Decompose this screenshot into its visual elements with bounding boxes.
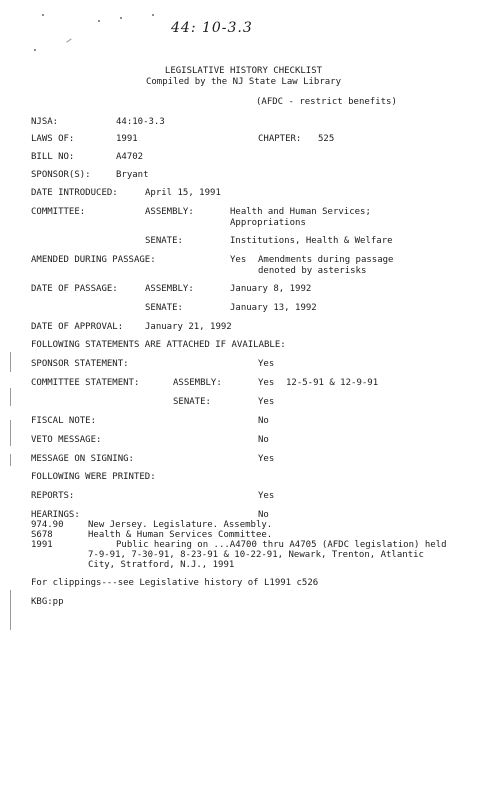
document-title: LEGISLATIVE HISTORY CHECKLIST bbox=[164, 66, 323, 76]
chapter-value: 525 bbox=[318, 134, 335, 144]
hearing-citation: Public hearing on ...A4700 thru A4705 (AFDC legislation) held bbox=[116, 540, 447, 550]
amended-note: Amendments during passage bbox=[258, 255, 394, 265]
fiscal-note-label: FISCAL NOTE: bbox=[31, 416, 97, 426]
preparer-initials: KBG:pp bbox=[31, 597, 64, 607]
committee-statement-label: COMMITTEE STATEMENT: bbox=[31, 378, 140, 388]
veto-message-value: No bbox=[258, 435, 269, 445]
call-number: S678 bbox=[31, 530, 53, 540]
committee-statement-dates: 12-5-91 & 12-9-91 bbox=[286, 378, 379, 388]
handwritten-statute-number: 44: 10-3.3 bbox=[171, 20, 253, 36]
date-introduced-label: DATE INTRODUCED: bbox=[31, 188, 118, 198]
scan-speck bbox=[152, 14, 154, 16]
bill-description: (AFDC - restrict benefits) bbox=[256, 97, 397, 107]
clippings-note: For clippings---see Legislative history of L1991 c526 bbox=[31, 578, 319, 588]
committee-assembly-value-cont: Appropriations bbox=[230, 218, 306, 228]
sponsor-value: Bryant bbox=[116, 170, 149, 180]
amended-note-cont: denoted by asterisks bbox=[258, 266, 367, 276]
document-subtitle: Compiled by the NJ State Law Library bbox=[145, 77, 342, 87]
scan-speck bbox=[34, 49, 36, 51]
committee-assembly-value: Health and Human Services; bbox=[230, 207, 371, 217]
hearings-value: No bbox=[258, 510, 269, 520]
sponsor-label: SPONSOR(S): bbox=[31, 170, 91, 180]
date-of-passage-label: DATE OF PASSAGE: bbox=[31, 284, 118, 294]
passage-senate-date: January 13, 1992 bbox=[230, 303, 317, 313]
hearings-label: HEARINGS: bbox=[31, 510, 80, 520]
scan-speck bbox=[98, 20, 100, 22]
reports-label: REPORTS: bbox=[31, 491, 75, 501]
bill-number-value: A4702 bbox=[116, 152, 144, 162]
margin-line bbox=[10, 454, 11, 466]
passage-senate-label: SENATE: bbox=[145, 303, 183, 313]
hearing-citation: City, Stratford, N.J., 1991 bbox=[88, 560, 235, 570]
sponsor-statement-label: SPONSOR STATEMENT: bbox=[31, 359, 129, 369]
hearing-citation: Health & Human Services Committee. bbox=[88, 530, 273, 540]
margin-line bbox=[10, 352, 11, 372]
hearing-citation: 7-9-91, 7-30-91, 8-23-91 & 10-22-91, Newark, Trenton, Atlantic bbox=[88, 550, 424, 560]
call-number: 1991 bbox=[31, 540, 53, 550]
margin-line bbox=[10, 420, 11, 446]
chapter-label: CHAPTER: bbox=[258, 134, 302, 144]
fiscal-note-value: No bbox=[258, 416, 269, 426]
committee-assembly-label: ASSEMBLY: bbox=[145, 207, 194, 217]
committee-label: COMMITTEE: bbox=[31, 207, 86, 217]
passage-assembly-label: ASSEMBLY: bbox=[145, 284, 194, 294]
njsa-value: 44:10-3.3 bbox=[116, 117, 165, 127]
message-on-signing-value: Yes bbox=[258, 454, 275, 464]
reports-value: Yes bbox=[258, 491, 275, 501]
printed-heading: FOLLOWING WERE PRINTED: bbox=[31, 472, 156, 482]
scan-speck bbox=[120, 17, 122, 19]
message-on-signing-label: MESSAGE ON SIGNING: bbox=[31, 454, 134, 464]
date-introduced-value: April 15, 1991 bbox=[145, 188, 221, 198]
sponsor-statement-value: Yes bbox=[258, 359, 275, 369]
laws-value: 1991 bbox=[116, 134, 138, 144]
amended-label: AMENDED DURING PASSAGE: bbox=[31, 255, 156, 265]
date-of-approval-label: DATE OF APPROVAL: bbox=[31, 322, 124, 332]
njsa-label: NJSA: bbox=[31, 117, 59, 127]
passage-assembly-date: January 8, 1992 bbox=[230, 284, 312, 294]
amended-value: Yes bbox=[230, 255, 247, 265]
margin-line bbox=[10, 388, 11, 406]
statements-heading: FOLLOWING STATEMENTS ARE ATTACHED IF AVAILABLE: bbox=[31, 340, 286, 350]
laws-label: LAWS OF: bbox=[31, 134, 75, 144]
scan-speck bbox=[42, 14, 44, 16]
bill-number-label: BILL NO: bbox=[31, 152, 75, 162]
call-number: 974.90 bbox=[31, 520, 64, 530]
scan-mark bbox=[66, 38, 71, 42]
committee-statement-senate-label: SENATE: bbox=[173, 397, 211, 407]
hearing-citation: New Jersey. Legislature. Assembly. bbox=[88, 520, 273, 530]
committee-senate-label: SENATE: bbox=[145, 236, 183, 246]
date-of-approval-value: January 21, 1992 bbox=[145, 322, 232, 332]
committee-senate-value: Institutions, Health & Welfare bbox=[230, 236, 393, 246]
committee-statement-senate-value: Yes bbox=[258, 397, 275, 407]
veto-message-label: VETO MESSAGE: bbox=[31, 435, 102, 445]
committee-statement-assembly-label: ASSEMBLY: bbox=[173, 378, 222, 388]
committee-statement-assembly-value: Yes bbox=[258, 378, 275, 388]
margin-line bbox=[10, 590, 11, 630]
